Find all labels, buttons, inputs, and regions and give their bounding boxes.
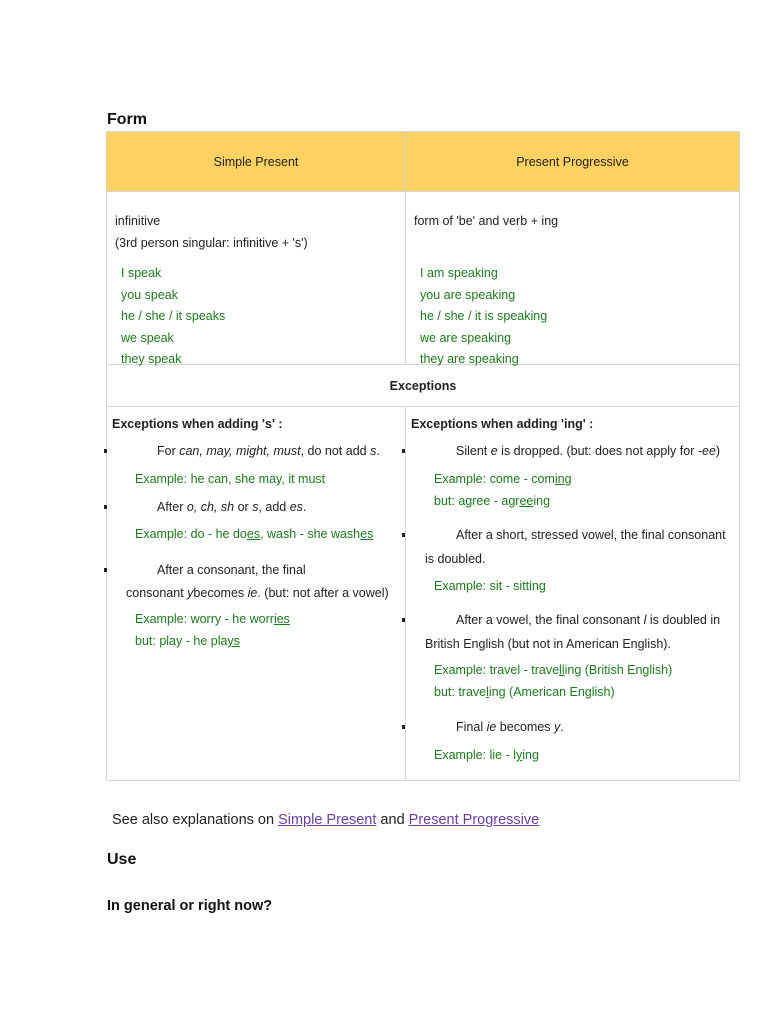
simple-present-conjugation-list xyxy=(115,264,397,372)
example-lying: Example: lie - lying xyxy=(434,748,539,762)
bullet xyxy=(402,618,405,622)
conjugation-item: he / she / it is speaking xyxy=(420,309,548,324)
section-heading-form: Form xyxy=(107,111,147,128)
see-also-prefix: See also explanations on xyxy=(112,812,279,828)
exceptions-ing-cell xyxy=(406,407,740,781)
conjugation-item: I am speaking xyxy=(420,266,498,280)
see-also-line xyxy=(112,812,539,828)
example-worries: Example: worry - he worries xyxy=(135,612,290,626)
simple-present-form-cell xyxy=(107,192,406,365)
header-present-progressive: Present Progressive xyxy=(406,132,740,192)
section-heading-use: Use xyxy=(107,851,137,868)
exceptions-s-heading: Exceptions when adding 's' : xyxy=(112,417,283,431)
simple-present-desc-line2: (3rd person singular: infinitive + 's') xyxy=(115,236,308,250)
conjugation-item: he / she / it speaks xyxy=(121,309,226,324)
example-agreeing: but: agree - agreeing xyxy=(434,494,551,508)
rule-short-vowel-cont: is doubled. xyxy=(425,552,486,566)
rule-final-l: After a vowel, the final consonant l is doubled in xyxy=(456,613,721,627)
rule-o-ch-sh: After o, ch, sh or s, add es. xyxy=(157,500,307,514)
simple-present-desc-line1: infinitive xyxy=(115,214,161,228)
rule-short-vowel: After a short, stressed vowel, the final consonant xyxy=(456,528,726,542)
spacer xyxy=(414,234,731,256)
example-does-washes: Example: do - he does, wash - she washes xyxy=(135,527,374,541)
conjugation-item: I speak xyxy=(121,266,162,280)
see-also-and: and xyxy=(376,812,409,828)
present-progressive-conjugation-list xyxy=(414,264,731,372)
exceptions-ing-heading: Exceptions when adding 'ing' : xyxy=(411,417,594,431)
bullet xyxy=(402,725,405,729)
simple-present-link[interactable]: Simple Present xyxy=(278,812,377,828)
rule-consonant-y-cont: consonant ybecomes ie. (but: not after a vowel) xyxy=(126,586,389,600)
example-can-may: Example: he can, she may, it must xyxy=(135,472,326,486)
rule-ie-to-y: Final ie becomes y. xyxy=(456,720,564,734)
rule-can-may: For can, may, might, must, do not add s. xyxy=(157,444,380,458)
subheading-general-or-now: In general or right now? xyxy=(107,898,273,914)
present-progressive-desc: form of 'be' and verb + ing xyxy=(414,214,559,228)
header-simple-present: Simple Present xyxy=(107,132,406,192)
rule-consonant-y: After a consonant, the final xyxy=(157,563,306,577)
grammar-table xyxy=(106,131,740,781)
conjugation-item: you are speaking xyxy=(420,287,516,302)
conjugation-item: we speak xyxy=(121,330,174,345)
exceptions-title: Exceptions xyxy=(107,365,740,407)
conjugation-item: they are speaking xyxy=(420,352,519,367)
rule-final-l-cont: British English (but not in American English). xyxy=(425,637,671,651)
present-progressive-form-cell xyxy=(406,192,740,365)
example-plays: but: play - he plays xyxy=(135,634,240,648)
bullet xyxy=(104,449,107,453)
example-coming: Example: come - coming xyxy=(434,472,572,486)
bullet xyxy=(104,505,107,509)
bullet xyxy=(104,568,107,572)
bullet xyxy=(402,449,405,453)
bullet xyxy=(402,533,405,537)
example-sitting: Example: sit - sitting xyxy=(434,579,546,593)
conjugation-item: you speak xyxy=(121,287,178,302)
conjugation-item: we are speaking xyxy=(420,330,512,345)
exceptions-s-cell xyxy=(107,407,406,781)
present-progressive-link[interactable]: Present Progressive xyxy=(408,812,540,828)
rule-silent-e: Silent e is dropped. (but: does not apply for -ee) xyxy=(456,444,721,458)
example-traveling: but: traveling (American English) xyxy=(434,685,615,699)
example-travelling: Example: travel - travelling (British English) xyxy=(434,663,673,677)
conjugation-item: they speak xyxy=(121,352,182,367)
